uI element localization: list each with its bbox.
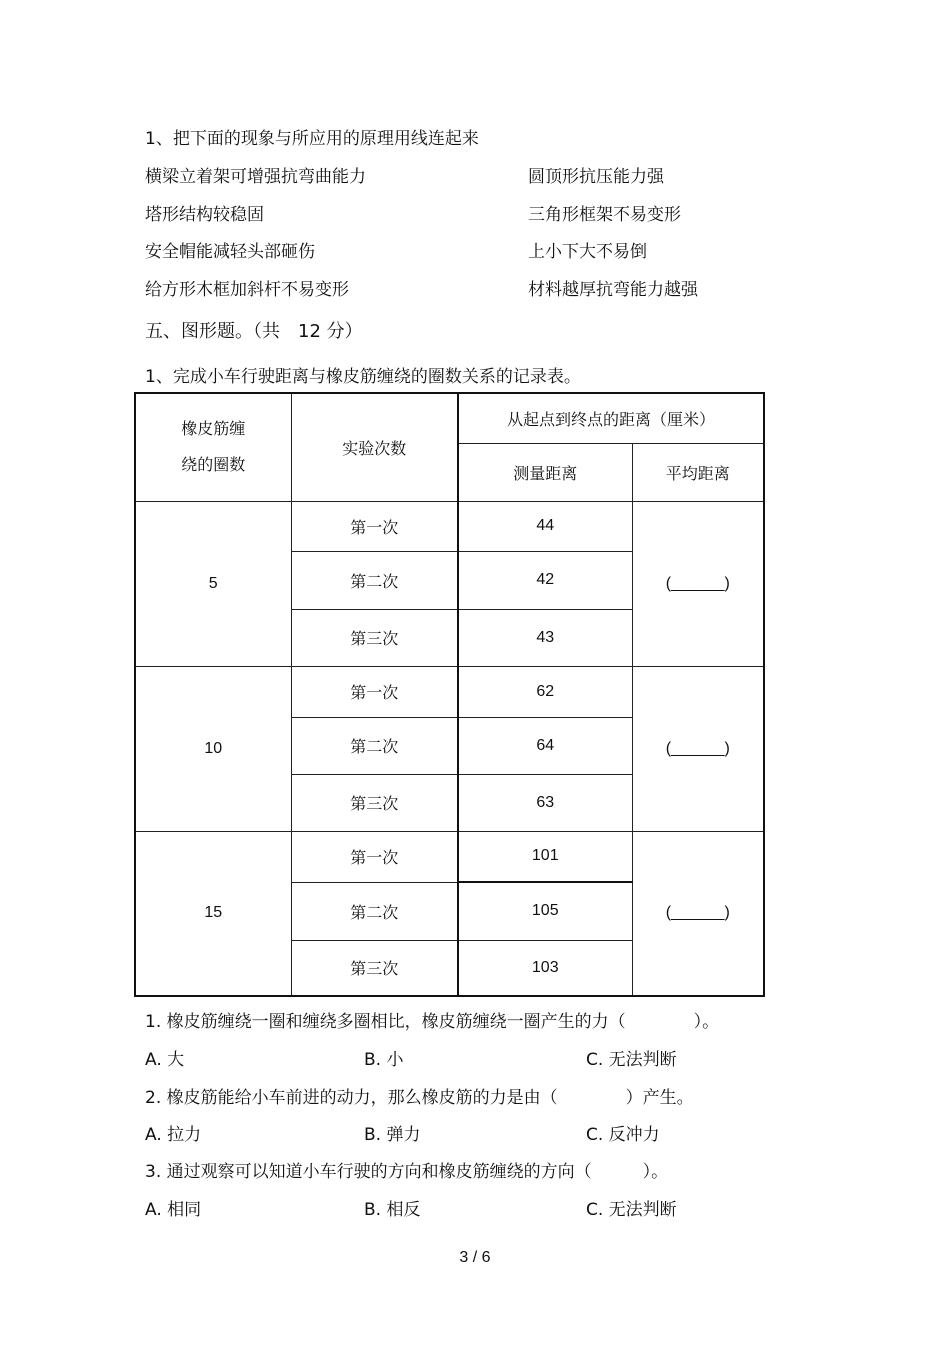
distance-cell: 43 <box>458 609 632 666</box>
matching-right-item: 材料越厚抗弯能力越强 <box>528 280 698 300</box>
page-number: 3 / 6 <box>459 1249 491 1266</box>
average-blank: (______) <box>632 666 764 831</box>
trials-header: 实验次数 <box>291 393 458 501</box>
turns-cell: 10 <box>135 666 291 831</box>
option-a: A. 大 <box>145 1050 185 1070</box>
record-table <box>134 392 765 997</box>
matching-left-item: 给方形木框加斜杆不易变形 <box>145 280 349 300</box>
distance-cell: 103 <box>458 940 632 996</box>
trial-cell: 第三次 <box>291 940 458 996</box>
option-b: B. 弹力 <box>364 1125 421 1145</box>
sub-question-1: 1. 橡皮筋缠绕一圈和缠绕多圈相比，橡皮筋缠绕一圈产生的力（ ）。 <box>145 1012 720 1032</box>
matching-question-title: 1、把下面的现象与所应用的原理用线连起来 <box>145 129 479 149</box>
option-c: C. 无法判断 <box>586 1200 677 1220</box>
distance-cell: 105 <box>458 882 632 940</box>
trial-cell: 第三次 <box>291 609 458 666</box>
distance-cell: 101 <box>458 831 632 882</box>
table-question-title: 1、完成小车行驶距离与橡皮筋缠绕的圈数关系的记录表。 <box>145 367 581 387</box>
trial-cell: 第一次 <box>291 666 458 717</box>
distance-cell: 44 <box>458 501 632 551</box>
turns-header: 橡皮筋缠 绕的圈数 <box>135 393 291 501</box>
sub-question-3: 3. 通过观察可以知道小车行驶的方向和橡皮筋缠绕的方向（ ）。 <box>145 1162 669 1182</box>
matching-left-item: 横梁立着架可增强抗弯曲能力 <box>145 167 366 187</box>
distance-cell: 63 <box>458 774 632 831</box>
matching-right-item: 三角形框架不易变形 <box>528 205 681 225</box>
matching-right-item: 圆顶形抗压能力强 <box>528 167 664 187</box>
measured-header: 测量距离 <box>458 443 632 501</box>
distance-cell: 64 <box>458 717 632 774</box>
sub-question-2: 2. 橡皮筋能给小车前进的动力，那么橡皮筋的力是由（ ）产生。 <box>145 1088 694 1108</box>
distance-group-header: 从起点到终点的距离（厘米） <box>458 393 764 443</box>
table-row <box>135 831 764 882</box>
option-a: A. 相同 <box>145 1200 202 1220</box>
section-title: 五、图形题。（共 12 分） <box>145 321 363 342</box>
turns-cell: 15 <box>135 831 291 996</box>
option-c: C. 无法判断 <box>586 1050 677 1070</box>
trial-cell: 第一次 <box>291 501 458 551</box>
distance-cell: 42 <box>458 551 632 609</box>
average-blank: (______) <box>632 831 764 996</box>
trial-cell: 第二次 <box>291 551 458 609</box>
table-row <box>135 666 764 717</box>
turns-cell: 5 <box>135 501 291 666</box>
trial-cell: 第三次 <box>291 774 458 831</box>
trial-cell: 第二次 <box>291 882 458 940</box>
matching-left-item: 安全帽能减轻头部砸伤 <box>145 242 315 262</box>
table-row <box>135 501 764 551</box>
average-blank: (______) <box>632 501 764 666</box>
option-b: B. 小 <box>364 1050 404 1070</box>
average-header: 平均距离 <box>632 443 764 501</box>
matching-left-item: 塔形结构较稳固 <box>145 205 264 225</box>
trial-cell: 第一次 <box>291 831 458 882</box>
option-b: B. 相反 <box>364 1200 421 1220</box>
distance-cell: 62 <box>458 666 632 717</box>
matching-right-item: 上小下大不易倒 <box>528 242 647 262</box>
trial-cell: 第二次 <box>291 717 458 774</box>
option-c: C. 反冲力 <box>586 1125 660 1145</box>
option-a: A. 拉力 <box>145 1125 202 1145</box>
